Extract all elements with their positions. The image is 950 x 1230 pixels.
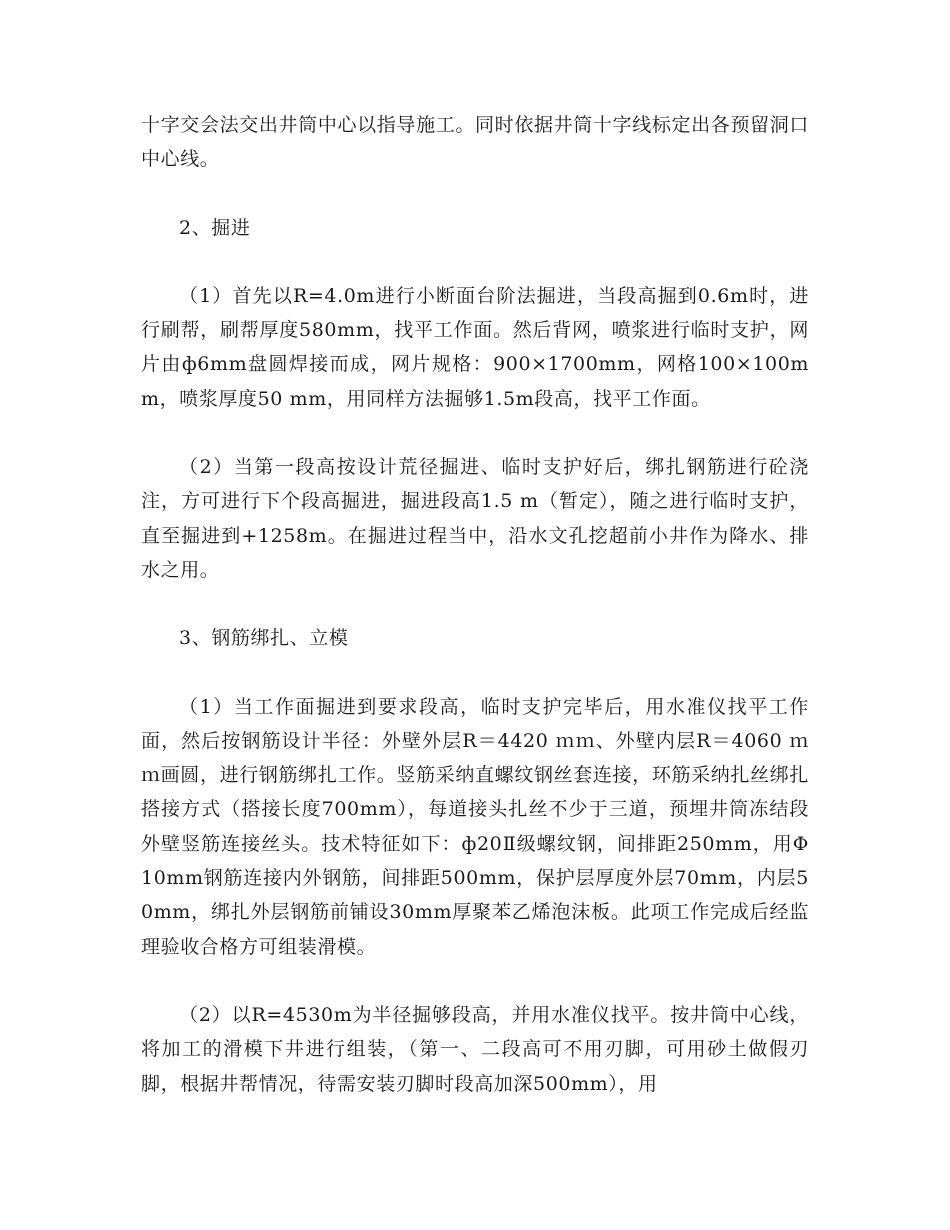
paragraph-spacer <box>141 177 809 211</box>
paragraph-spacer <box>141 964 809 998</box>
excavation-paragraph-2: （2）当第一段高按设计荒径掘进、临时支护好后，绑扎钢筋进行砼浇注，方可进行下个段高掘进，掘进段高1.5 m（暂定），随之进行临时支护，直至掘进到+1258m。在掘进过程当中，沿水文孔挖超前小井作为降水、排水之用。 <box>141 456 809 581</box>
document-page <box>141 108 809 1101</box>
paragraph-spacer <box>141 245 809 279</box>
section-heading-excavation: 2、掘进 <box>179 216 251 239</box>
paragraph-spacer <box>141 587 809 621</box>
rebar-paragraph-1: （1）当工作面掘进到要求段高，临时支护完毕后，用水准仪找平工作面，然后按钢筋设计半径：外壁外层R＝4420 ｍｍ、外壁内层R＝4060 ｍｍ画圆，进行钢筋绑扎工作。竖筋采纳直螺纹钢丝套连接，环筋采纳扎丝绑扎搭接方式（搭接长度700mm），每道接头扎丝不少于三道，预埋井筒冻结段外壁竖筋连接丝头。技术特征如下：ф20Ⅱ级螺纹钢，间排距250mm，用Φ10mm钢筋连接内外钢筋，间排距500mm，保护层厚度外层70mm，内层50mm，绑扎外层钢筋前铺设30mm厚聚苯乙烯泡沫板。此项工作完成后经监理验收合格方可组装滑模。 <box>141 695 809 958</box>
intro-paragraph: 十字交会法交出井筒中心以指导施工。同时依据井筒十字线标定出各预留洞口中心线。 <box>141 114 809 171</box>
section-heading-rebar-formwork: 3、钢筋绑扎、立模 <box>179 627 349 650</box>
rebar-paragraph-2: （2）以R=4530m为半径掘够段高，并用水准仪找平。按井筒中心线，将加工的滑模下井进行组装，（第一、二段高可不用刃脚，可用砂土做假刃脚，根据井帮情况，待需安装刃脚时段高加深500mm），用 <box>141 1003 809 1095</box>
paragraph-spacer <box>141 656 809 690</box>
paragraph-spacer <box>141 416 809 450</box>
excavation-paragraph-1: （1）首先以R=4.0m进行小断面台阶法掘进，当段高掘到0.6m时，进行刷帮，刷帮厚度580mm，找平工作面。然后背网，喷浆进行临时支护，网片由ф6mm盘圆焊接而成，网片规格：900×1700mm，网格100×100mm，喷浆厚度50 mm，用同样方法掘够1.5m段高，找平工作面。 <box>141 284 809 410</box>
